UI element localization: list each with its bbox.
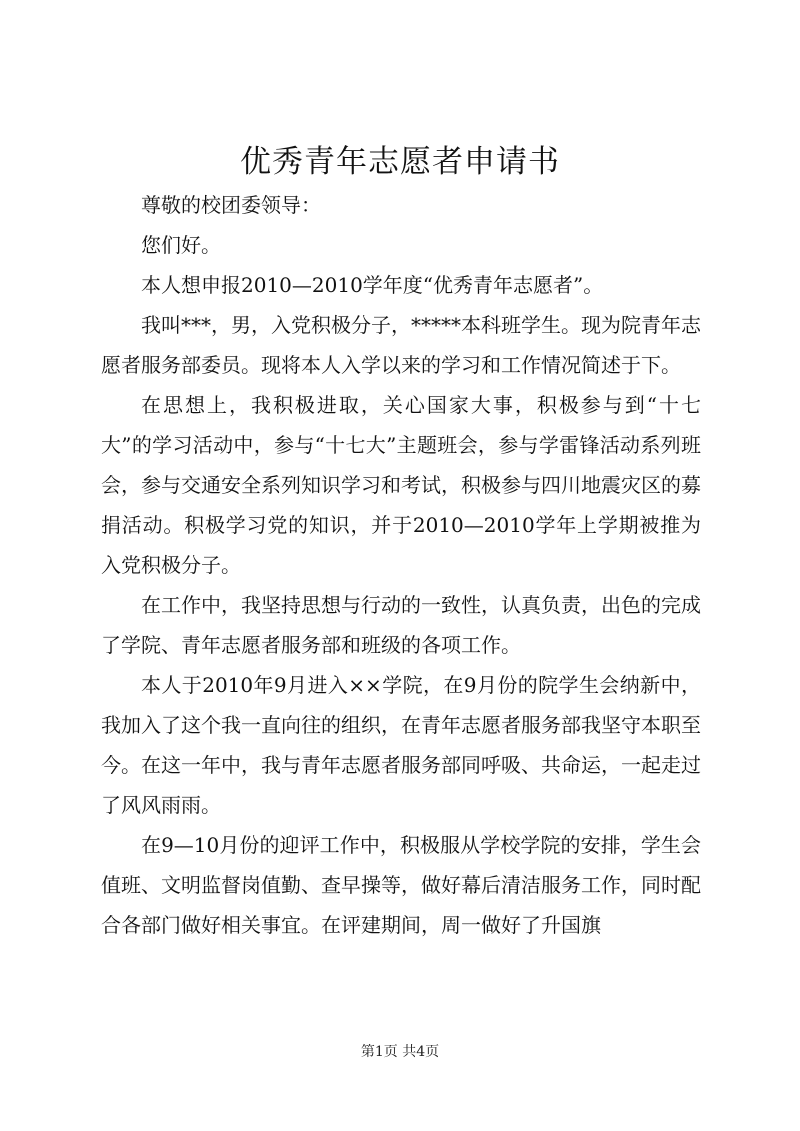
document-body: [101, 185, 701, 945]
paragraph-introduction: 我叫***，男，入党积极分子，*****本科班学生。现为院青年志愿者服务部委员。现将本人入学以来的学习和工作情况简述于下。: [101, 313, 701, 377]
document-title: 优秀青年志愿者申请书: [240, 144, 560, 180]
paragraph-application: 本人想申报2010—2010学年度“优秀青年志愿者”。: [141, 273, 604, 297]
paragraph-work: 在工作中，我坚持思想与行动的一致性，认真负责，出色的完成了学院、青年志愿者服务部和班级的各项工作。: [101, 593, 701, 657]
paragraph-evaluation: 在9—10月份的迎评工作中，积极服从学校学院的安排，学生会值班、文明监督岗值勤、查早操等，做好幕后清洁服务工作，同时配合各部门做好相关事宜。在评建期间，周一做好了升国旗: [101, 833, 701, 937]
paragraph-thought: 在思想上，我积极进取，关心国家大事，积极参与到“十七大”的学习活动中，参与“十七大”主题班会，参与学雷锋活动系列班会，参与交通安全系列知识学习和考试，积极参与四川地震灾区的募捐活动。积极学习党的知识，并于2010—2010学年上学期被推为入党积极分子。: [101, 393, 701, 577]
page-number-footer: 第1页 共4页: [360, 1044, 440, 1060]
greeting: 您们好。: [141, 233, 221, 257]
paragraph-enrollment: 本人于2010年9月进入××学院，在9月份的院学生会纳新中，我加入了这个我一直向往的组织，在青年志愿者服务部我坚守本职至今。在这一年中，我与青年志愿者服务部同呼吸、共命运，一起走过了风风雨雨。: [101, 673, 701, 817]
salutation: 尊敬的校团委领导：: [141, 193, 321, 217]
